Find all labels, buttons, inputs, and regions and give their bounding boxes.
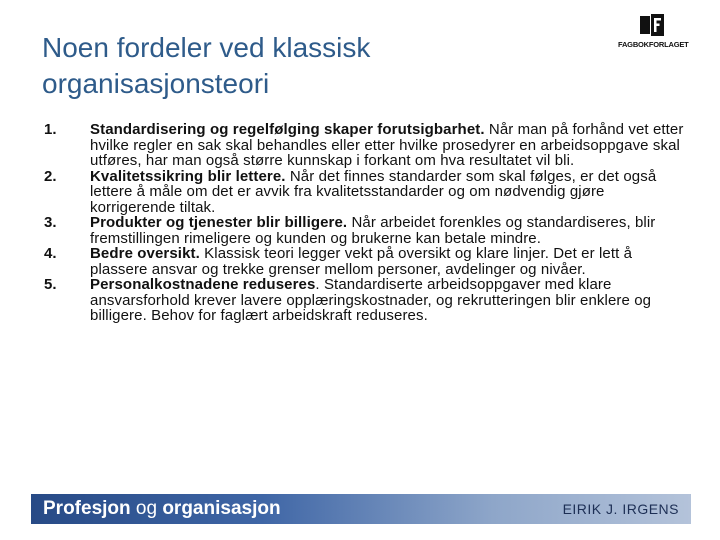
item-text <box>90 215 684 246</box>
logo-text: FAGBOKFORLAGET <box>618 40 689 49</box>
item-number: 5. <box>44 276 57 293</box>
book-icon <box>640 14 664 36</box>
item-body: Klassisk teori legger vekt på oversikt og klare linjer. Det er lett å plassere ansvar og trekke grenser mellom personer, avdelinger og nivåer. <box>90 245 633 278</box>
book-title-word-3: organisasjon <box>162 498 281 519</box>
item-number: 4. <box>44 245 57 262</box>
book-title <box>43 498 281 520</box>
item-text <box>90 169 684 216</box>
item-text <box>90 277 684 324</box>
item-number: 2. <box>44 167 57 185</box>
item-body: . Standardiserte arbeidsoppgaver med klare ansvarsforhold krever lavere opplæringskostnader, og rekrutteringen blir enklere og billigere. Behov for faglært arbeidskraft reduseres. <box>90 276 652 324</box>
item-heading: Personalkostnadene reduseres <box>90 276 316 293</box>
slide-title <box>42 30 562 102</box>
publisher-logo <box>618 14 688 54</box>
list-item <box>44 277 684 324</box>
item-text <box>90 122 684 169</box>
item-number: 1. <box>44 121 57 138</box>
book-title-word-2: og <box>130 498 163 519</box>
list-item <box>44 215 684 246</box>
item-body: Når det finnes standarder som skal følges, er det også lettere å måle om det er avvik fra kvalitetsstandarder og om nødvendig gjøre korrigerende tiltak. <box>90 167 657 216</box>
list-item <box>44 122 684 169</box>
item-heading: Bedre oversikt. <box>90 245 200 262</box>
list-item <box>44 246 684 277</box>
advantages-list <box>44 122 684 324</box>
title-line-2: organisasjonsteori <box>42 68 270 99</box>
list-item <box>44 169 684 216</box>
item-text <box>90 246 684 277</box>
title-line-1: Noen fordeler ved klassisk <box>42 32 371 63</box>
item-heading: Kvalitetssikring blir lettere. <box>90 167 286 185</box>
item-heading: Standardisering og regelfølging skaper forutsigbarhet. <box>90 121 485 138</box>
item-body: Når arbeidet forenkles og standardiseres, blir fremstillingen rimeligere og kunden og brukerne kan betale mindre. <box>90 214 656 247</box>
footer-banner <box>31 494 691 524</box>
item-heading: Produkter og tjenester blir billigere. <box>90 214 348 231</box>
author-name: EIRIK J. IRGENS <box>562 501 679 517</box>
item-body: Når man på forhånd vet etter hvilke regler en sak skal behandles eller etter hvilke prosedyrer en arbeidsoppgave skal utføres, har man også større kunnskap i forkant om hva resultatet vil bli. <box>90 121 684 169</box>
item-number: 3. <box>44 214 57 231</box>
book-title-word-1: Profesjon <box>43 498 131 519</box>
